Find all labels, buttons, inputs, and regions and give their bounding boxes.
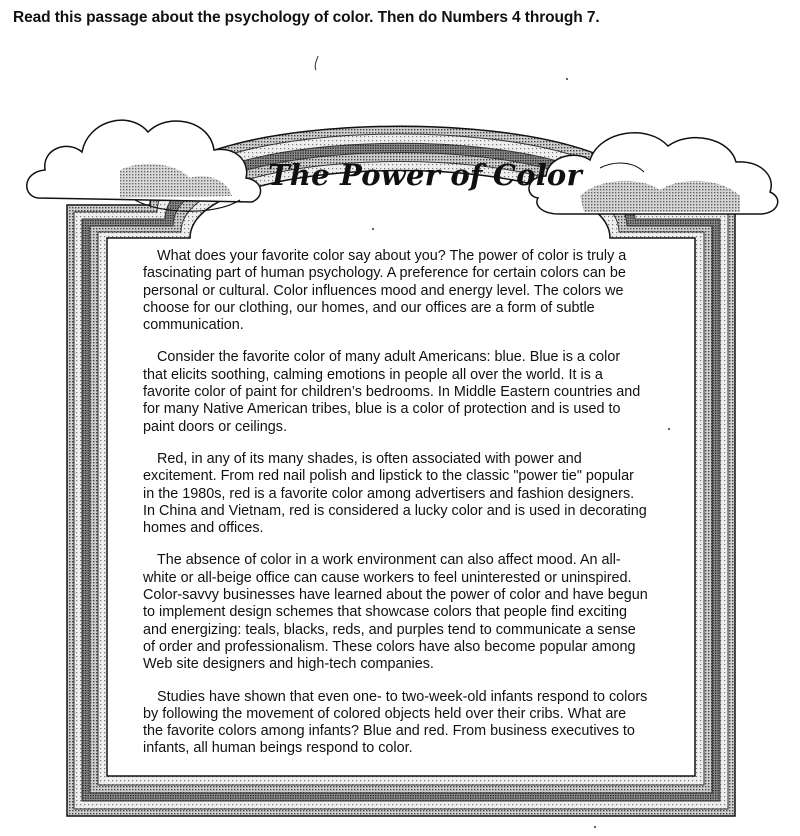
paragraph-4: The absence of color in a work environment can also affect mood. An all-white or all-beige office can cause workers to feel uninterested or uninspired. Color-savvy businesses have learned about the power of color and have begun to implement design schemes that showcase colors that people find exciting and energizing: teals, blacks, reds, and purples tend to communicate a sense of order and professionalism. These colors have also become popular among Web site designers and high-tech companies. — [143, 552, 648, 673]
paragraph-1: What does your favorite color say about you? The power of color is truly a fascinating part of human psychology. A preference for certain colors can be personal or cultural. Color influences mood and energy level. The colors we choose for our clothing, our homes, and our offices are a form of subtle communication. — [143, 248, 627, 334]
scan-speck — [566, 78, 568, 80]
instructions: Read this passage about the psychology of color. Then do Numbers 4 through 7. — [13, 9, 600, 26]
scan-speck — [594, 826, 596, 828]
passage-title: The Power of Color — [268, 158, 582, 192]
paragraph-3: Red, in any of its many shades, is often associated with power and excitement. From red nail polish and lipstick to the classic "power tie" popular in the 1980s, red is a favorite color among advertisers and fashion designers. In China and Vietnam, red is considered a lucky color and is used in decorating homes and offices. — [143, 450, 647, 537]
passage-body — [143, 248, 648, 773]
scan-speck — [372, 228, 374, 230]
scan-speck — [668, 428, 670, 430]
paragraph-2: Consider the favorite color of many adult Americans: blue. Blue is a color that elicits soothing, calming emotions in people all over the world. It is a favorite color of paint for children’s bedrooms. In Middle Eastern countries and for many Native American tribes, blue is a color of protection and is used to paint doors or ceilings. — [143, 349, 641, 435]
paragraph-5: Studies have shown that even one- to two-week-old infants respond to colors by following the movement of colored objects held over their cribs. What are the favorite colors among infants? Blue and red. From business executives to infants, all human beings respond to color. — [143, 688, 648, 757]
left-cloud — [27, 120, 261, 211]
